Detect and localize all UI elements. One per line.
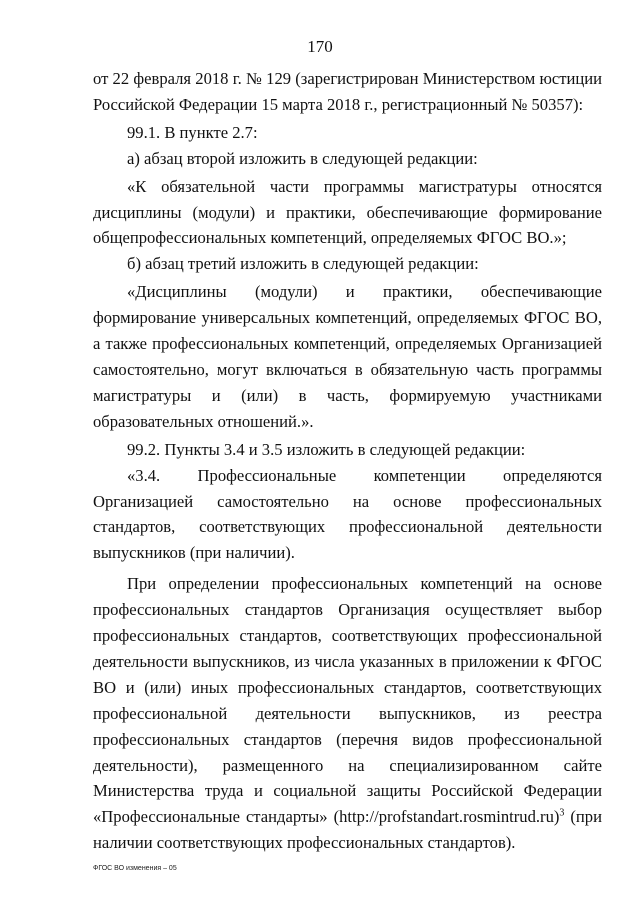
paragraph-quote-mandatory-part: «К обязательной части программы магистратуры относятся дисциплины (модули) и практики, обеспечивающие формирование общепрофессиональных компетенций, определяемых ФГОС ВО.»; [93,176,602,248]
paragraph-registration: от 22 февраля 2018 г. № 129 (зарегистрирован Министерством юстиции Российской Федерации 15 марта 2018 г., регистрационный № 50357): [93,69,602,114]
paragraph-professional-standards [93,571,602,856]
paragraph-subitem-b: б) абзац третий изложить в следующей редакции: [127,254,479,274]
paragraph-text-main: При определении профессиональных компетенций на основе профессиональных стандартов Организация осуществляет выбор профессиональных стандартов, соответствующих профессиональной деятельности выпускников, из числа указанных в приложении к ФГОС ВО и (или) иных профессиональных стандартов, соответствующих профессиональной деятельности выпускников, из реестра профессиональных стандартов (перечня видов профессиональной деятельности), размещенного на специализированном сайте Министерства труда и социальной защиты Российской Федерации «Профессиональные стандарты» (http://profstandart.rosmintrud.ru) [93,574,602,827]
paragraph-item-99-1: 99.1. В пункте 2.7: [127,122,258,142]
paragraph-quote-disciplines: «Дисциплины (модули) и практики, обеспечивающие формирование универсальных компетенций, определяемых ФГОС ВО, а также профессиональных компетенций, определяемых Организацией самостоятельно, могут включаться в обязательную часть программы магистратуры и (или) в часть, формируемую участниками образовательных отношений.». [93,282,602,431]
page-number: 170 [307,37,333,56]
document-body [93,66,602,856]
paragraph-item-99-2: 99.2. Пункты 3.4 и 3.5 изложить в следующей редакции: [127,439,526,459]
page-footer: ФГОС ВО изменения – 05 [93,865,177,872]
paragraph-text-tail: (при наличии соответствующих профессиональных стандартов). [93,807,602,853]
paragraph-quote-3-4: «3.4. Профессиональные компетенции определяются Организацией самостоятельно на основе профессиональных стандартов, соответствующих профессиональной деятельности выпускников (при наличии). [93,465,602,563]
paragraph-subitem-a: а) абзац второй изложить в следующей редакции: [127,148,478,168]
footnote-marker: 3 [559,807,565,819]
